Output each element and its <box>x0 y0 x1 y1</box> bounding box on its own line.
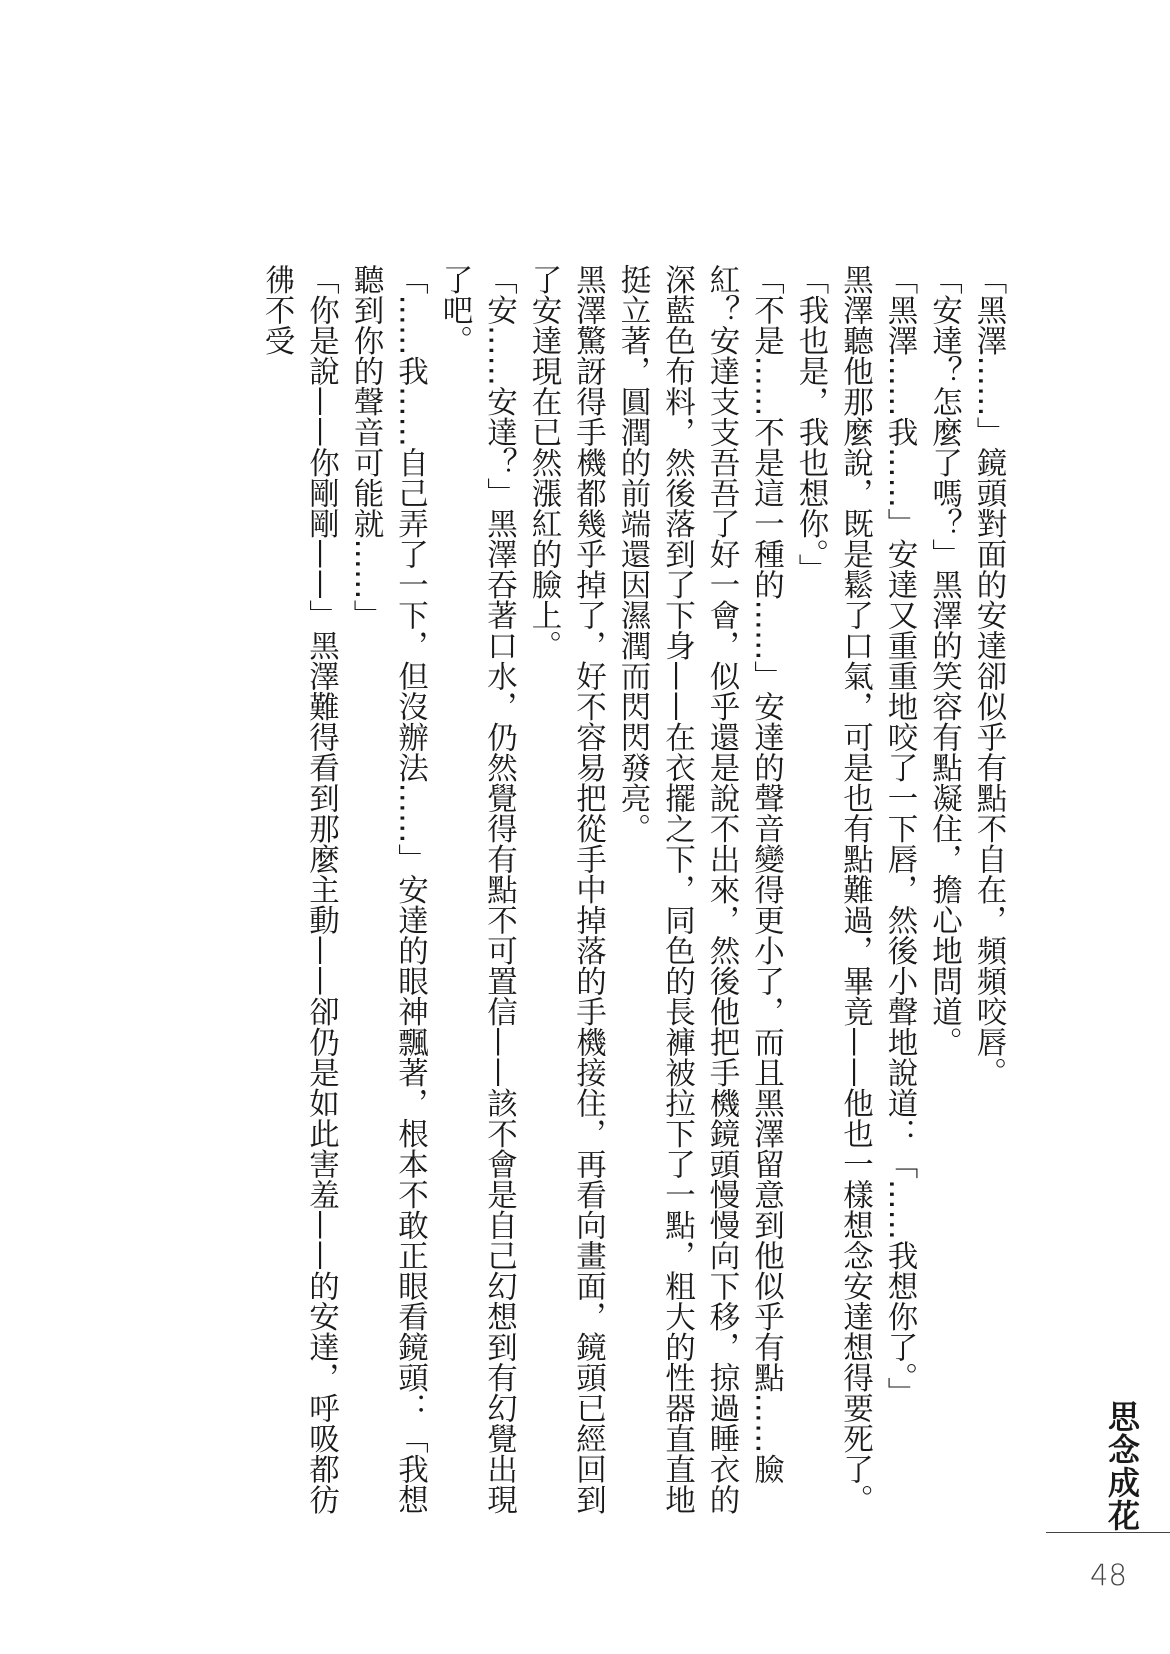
body-text <box>174 264 1010 1544</box>
paragraph: 「你是說——你剛剛——」黑澤難得看到那麼主動——卻仍是如此害羞——的安達，呼吸都彷彿不受 <box>259 264 339 1515</box>
paragraph: 「我也是，我也想你。」 <box>793 264 828 585</box>
book-title: 思念成花 <box>1103 1400 1141 1532</box>
paragraph: 黑澤驚訝得手機都幾乎掉了，好不容易把從手中掉落的手機接住，再看向畫面，鏡頭已經回到了安達現在已然漲紅的臉上。 <box>526 264 606 1515</box>
page-number: 48 <box>1090 1558 1127 1592</box>
paragraph: 「黑澤……我……」安達又重重地咬了一下唇，然後小聲地說道：「……我想你了。」 <box>882 264 917 1408</box>
paragraph: 「……我……自己弄了一下，但沒辦法……」安達的眼神飄著，根本不敢正眼看鏡頭：「我想聽到你的聲音可能就……」 <box>348 264 428 1515</box>
paragraph: 黑澤聽他那麼說，既是鬆了口氣，可是也有點難過，畢竟——他也一樣想念安達想得要死了。 <box>837 264 873 1515</box>
paragraph: 「不是……不是這一種的……」安達的聲音變得更小了，而且黑澤留意到他似乎有點……臉紅？安達支支吾吾了好一會，似乎還是說不出來，然後他把手機鏡頭慢慢向下移，掠過睡衣的深藍色布料，然後落到了下身——在衣擺之下，同色的長褲被拉下了一點，粗大的性器直直地挺立著，圓潤的前端還因濕潤而閃閃發亮。 <box>615 264 784 1515</box>
paragraph: 「安達？怎麼了嗎？」黑澤的笑容有點凝住，擔心地問道。 <box>926 264 962 1057</box>
sidebar-divider <box>1046 1532 1170 1533</box>
paragraph: 「安……安達？」黑澤吞著口水，仍然覺得有點不可置信——該不會是自己幻想到有幻覺出現了吧。 <box>437 264 517 1515</box>
paragraph: 「黑澤……」鏡頭對面的安達卻似乎有點不自在，頻頻咬唇。 <box>971 264 1006 1088</box>
